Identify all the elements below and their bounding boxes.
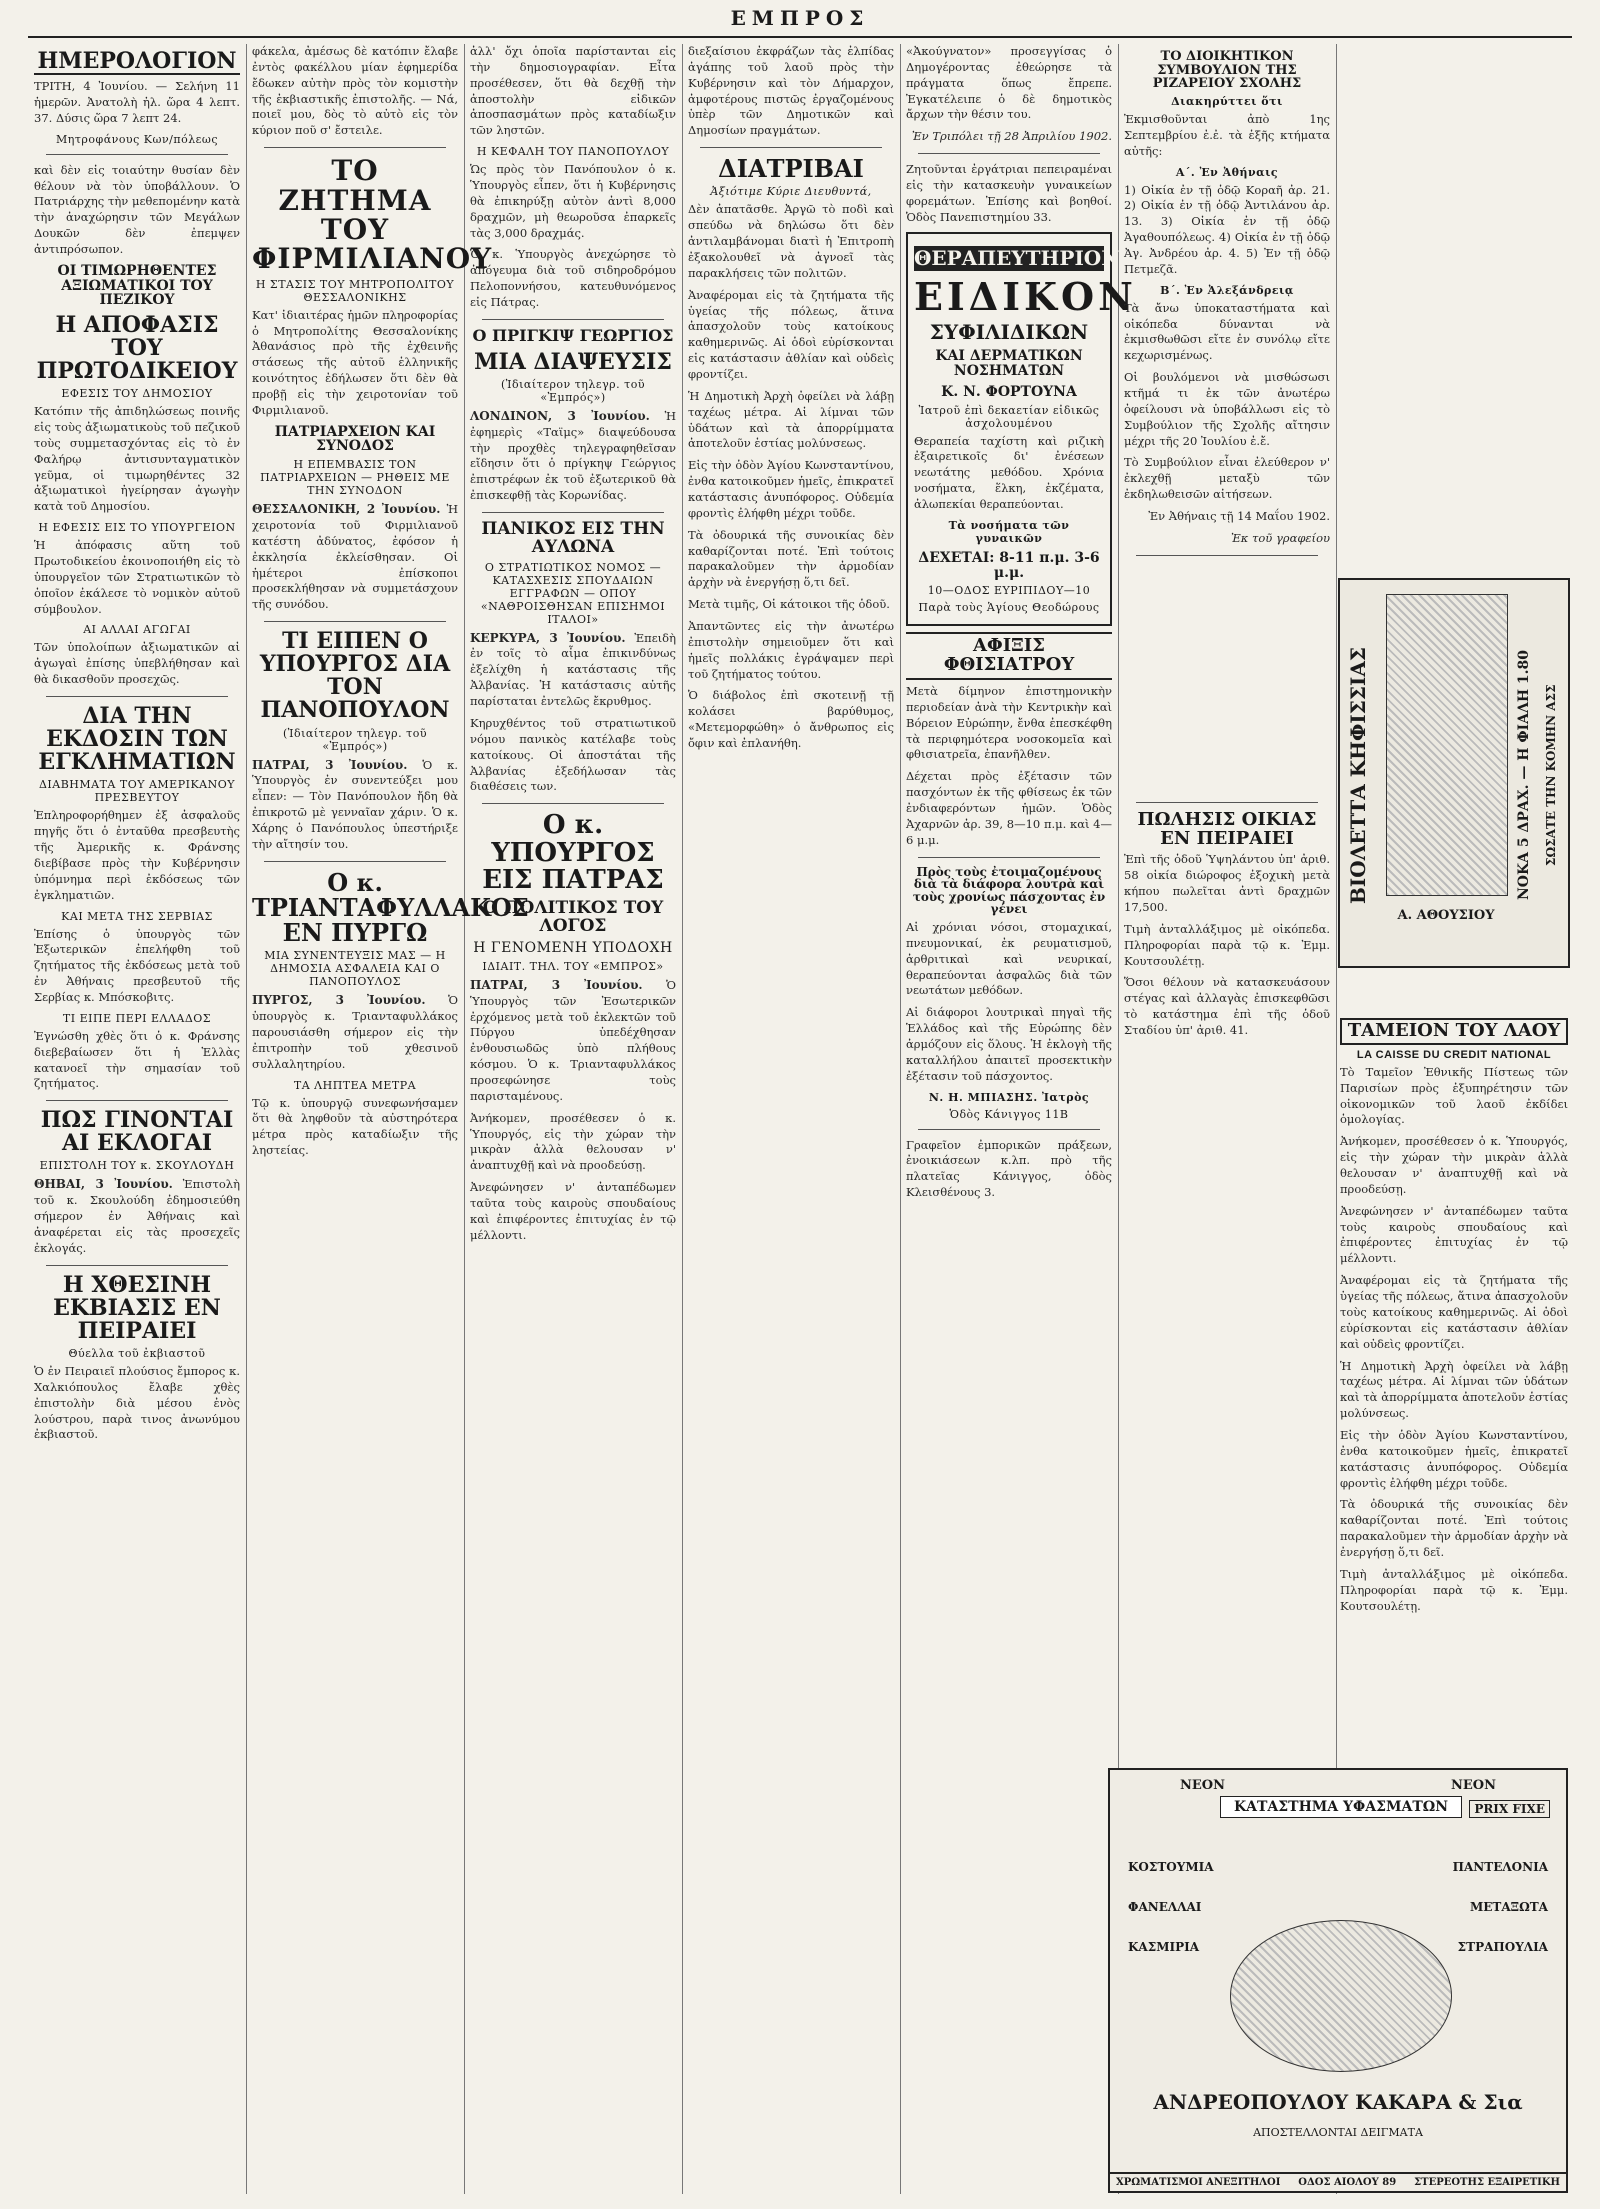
article-text: Κηρυχθέντος τοῦ στρατιωτικοῦ νόμου πανικὸς κατέλαβε τοὺς κατοίκους. Οἱ ἀποστάται τῆς Ἀλβανίας ἐξεδήλωσαν τὰς διαθέσεις των. — [470, 715, 676, 794]
clinic-title: ΕΙΔΙΚΟΝ — [914, 273, 1137, 319]
divider — [46, 696, 228, 697]
subheadline: Η ΕΦΕΣΙΣ ΕΙΣ ΤΟ ΥΠΟΥΡΓΕΙΟΝ — [38, 521, 236, 535]
subheadline: LA CAISSE DU CREDIT NATIONAL — [1356, 1048, 1552, 1061]
divider — [918, 857, 1100, 858]
article-text: Ὁ ἐν Πειραιεῖ πλούσιος ἔμπορος κ. Χαλκιόπουλος ἔλαβε χθὲς ἐπιστολὴν διὰ μέσου ἐνὸς λούστρου, παρὰ τινος ἀνωνύμου ἐκβιαστοῦ. — [34, 1364, 240, 1442]
article-text: Κατ' ἰδιαιτέρας ἡμῶν πληροφορίας ὁ Μητροπολίτης Θεσσαλονίκης Ἀθανάσιος πρὸ τῆς ἐχθεινῆς στάσεως τῆς αὐτοῦ ἑλληνικῆς κοινότητος ἐδήλωσεν ὅτι δὲν θὰ προβῇ εἰς τὴν χειροτονίαν τοῦ Φιρμιλιανοῦ. — [252, 307, 458, 417]
ad-price-vertical: ΝΟΚΑ 5 ΔΡΑΧ. — Η ΦΙΑΛΗ 1.80 — [1516, 649, 1532, 901]
article-text — [470, 408, 676, 504]
fabric-store-ad — [1108, 1768, 1568, 2193]
article-text — [470, 630, 676, 710]
article-text — [470, 977, 676, 1105]
headline: Πρὸς τοὺς ἐτοιμαζομένους διὰ τὰ διάφορα λουτρὰ καὶ τοὺς χρονίως πάσχοντας ἐν γένει — [912, 864, 1106, 917]
clinic-subtitle: Ἰατροῦ ἐπὶ δεκαετίαν εἰδικῶς ἀσχολουμένου — [918, 403, 1100, 430]
article-text: Ἡ Δημοτικὴ Ἀρχὴ ὀφείλει νὰ λάβῃ ταχέως μέτρα. Αἱ λίμναι τῶν ὑδάτων καὶ τὰ ἀπορρίμματα ἀποτελοῦν ἑστίας μολύνσεως. — [688, 388, 894, 451]
ad-item: ΠΑΝΤΕΛΟΝΙΑ — [1452, 1860, 1548, 1874]
ad-item: ΦΑΝΕΛΛΑΙ — [1128, 1900, 1202, 1914]
ad-item: ΚΑΣΜΙΡΙΑ — [1128, 1940, 1200, 1954]
column-2 — [246, 44, 529, 2194]
clinic-title: ΚΑΙ ΔΕΡΜΑΤΙΚΩΝ ΝΟΣΗΜΑΤΩΝ — [935, 348, 1083, 380]
classified-ad: Ζητοῦνται ἐργάτριαι πεπειραμέναι εἰς τὴν κατασκευὴν γυναικείων φορεμάτων. Ἐπίσης καὶ βοηθοί. Ὁδὸς Πανεπιστημίου 33. — [906, 162, 1112, 224]
article-text: Ἐγνώσθη χθὲς ὅτι ὁ κ. Φράνσης διεβεβαίωσεν ὅτι ἡ Ἑλλὰς κατανοεῖ τὴν σημασίαν τοῦ ζητήματος. — [34, 1028, 240, 1091]
doctor-address: Ὁδὸς Κάνιγγος 11Β — [949, 1107, 1069, 1121]
clinic-title: ΘΕΡΑΠΕΥΤΗΡΙΟΝ — [914, 245, 1120, 270]
classified-ad: Γραφεῖον ἐμπορικῶν πράξεων, ἐνοικιάσεων κ.λπ. πρὸ τῆς πλατεῖας Κάνιγγος, ὁδὸς Κλεισθένους 3. — [906, 1137, 1112, 1200]
headline: Ο κ. ΤΡΙΑΝΤΑΦΥΛΛΑΚΟΣ ΕΝ ΠΥΡΓΩ — [252, 867, 529, 948]
divider — [1136, 555, 1318, 556]
dateline: ΠΑΤΡΑΙ, 3 Ἰουνίου. — [470, 977, 643, 992]
dateline: ΘΕΣΣΑΛΟΝΙΚΗ, 2 Ἰουνίου. — [252, 502, 441, 517]
article-text: Ἡ ἀπόφασις αὕτη τοῦ Πρωτοδικείου ἐκοινοποιήθη εἰς τὸ ὑπουργεῖον τῶν Στρατιωτικῶν τὸ ὁποῖον ἐκάλεσε τὸ νομικὸν αὐτοῦ σύμβουλον. — [34, 538, 240, 616]
article-text: 1) Οἰκία ἐν τῇ ὁδῷ Κοραῆ ἀρ. 21. 2) Οἰκία ἐν τῇ ὁδῷ Ἀντιλάνου ἀρ. 13. 3) Οἰκία ἐν τῇ ὁδῷ Ἀγαθουπόλεως. 4) Οἰκία ἐν τῇ ὁδῷ Ἀγ. Ἀνδρέου ἀρ. 4. 5) Ἐν τῇ ὁδῷ Πετμεζᾶ. — [1124, 182, 1330, 276]
ad-item: ΜΕΤΑΞΩΤΑ — [1469, 1900, 1548, 1914]
spacer — [1124, 564, 1330, 794]
article-body: Ὁ κ. Ὑπουργὸς ἐν συνεντεύξει μου εἶπεν: — Τὸν Πανόπουλον ἤδη θὰ ἐπικροτῶ μὲ γενναῖαν χάριν. Ὁ κ. Χάρης ὁ Πανόπουλος ὑπεστήριξε τὴν αἴτησίν του. — [252, 757, 458, 851]
article-text: «Ἀκούγνατον» προσεγγίσας ὁ Δημογέροντας ἐθεώρησε τὰ πράγματα ὅπως ἔπρεπε. Ἐγκατέλειπε ὁ δὲ δημοτικὸς ἄρχων τὴν θέσιν του. — [906, 44, 1112, 122]
article-body: Ἐπιστολὴ τοῦ κ. Σκουλούδη ἐδημοσιεύθη σήμερον ἐν Ἀθήναις καὶ ἀναφέρεται εἰς τὰς προσεχεῖς ἐκλογάς. — [34, 1177, 240, 1255]
article-body: Ὁ Ὑπουργὸς τῶν Ἐσωτερικῶν ἐρχόμενος μετὰ τοῦ ἐκλεκτῶν τοῦ Πύργου ὑπεδέχθησαν ἐνθουσιωδῶς ὑπὸ πλήθους κόσμου. Ὁ κ. Τριανταφυλλάκος προσεφώνησε τοὺς παρισταμένους. — [470, 977, 676, 1103]
subheadline: Η ΓΕΝΟΜΕΝΗ ΥΠΟΔΟΧΗ — [473, 939, 673, 956]
divider — [482, 803, 664, 804]
ad-owner: ΑΝΔΡΕΟΠΟΥΛΟΥ ΚΑΚΑΡΑ & Σια — [1153, 2090, 1523, 2114]
dateline: ΘΗΒΑΙ, 3 Ἰουνίου. — [34, 1177, 173, 1192]
divider — [700, 147, 882, 148]
headline: ΤΑΜΕΙΟΝ ΤΟΥ ΛΑΟΥ — [1340, 1018, 1568, 1045]
article-text: Ἀπαντῶντες εἰς τὴν ἀνωτέρω ἐπιστολὴν σημειοῦμεν ὅτι καὶ ἡμεῖς πολλάκις ἐγράψαμεν περὶ τοῦ ζητήματος τούτου. — [688, 618, 894, 681]
subheadline: Ο ΣΤΡΑΤΙΩΤΙΚΟΣ ΝΟΜΟΣ — ΚΑΤΑΣΧΕΣΙΣ ΣΠΟΥΔΑΙΩΝ ΕΓΓΡΑΦΩΝ — ΟΠΟΥ «ΝΑΘΡΟΙΣΘΗΣΑΝ ΕΠΙΣΗΜΟΙ ΙΤΑΛΟΙ» — [480, 560, 666, 626]
article-text: Δὲν ἀπατᾶσθε. Ἀργῶ τὸ ποδὶ καὶ σπεύδω νὰ δηλώσω ὅτι δὲν ἀντιλαμβάνομαι διατὶ ἡ Ἐπιτροπὴ ἐξακολουθεῖ νὰ ἀγνοεῖ τὰς παρακλήσεις τῶν πολιτῶν. — [688, 202, 894, 280]
article-text: Αἱ χρόνιαι νόσοι, στομαχικαί, πνευμονικαί, ἐκ ρευματισμοῦ, ἀρθριτικαὶ καὶ νευρικαί, θεραπεύονται ἀσφαλῶς διὰ τῶν νεωτάτων μεθόδων. — [906, 919, 1112, 998]
ad-slogan-vertical: ΣΩΣΑΤΕ ΤΗΝ ΚΟΜΗΝ ΑΣΣ — [1544, 684, 1558, 866]
dateline: ΠΥΡΓΟΣ, 3 Ἰουνίου. — [252, 993, 426, 1008]
article-body: Ὁ ὑπουργὸς κ. Τριανταφυλλάκος παρουσιάσθη σήμερον εἰς τὴν ἐπιτροπὴν τοῦ χθεσινοῦ συλλαλητηρίου. — [252, 993, 458, 1071]
article-text: Ὁ διάβολος ἐπὶ σκοτεινῇ τῇ κολάσει βαρύθυμος, «Μετεμορφώθη» ὁ ἄνθρωπος εἰς ὄφιν καὶ ἐπλανήθη. — [688, 688, 894, 750]
ad-sub-note: ΑΠΟΣΤΕΛΛΟΝΤΑΙ ΔΕΙΓΜΑΤΑ — [1253, 2126, 1423, 2139]
salutation: Ἀξιότιμε Κύριε Διευθυντά, — [710, 185, 872, 199]
dateline: ΚΕΡΚΥΡΑ, 3 Ἰουνίου. — [470, 630, 626, 645]
ad-illustration — [1386, 594, 1508, 896]
subheadline: ΕΦΕΣΙΣ ΤΟΥ ΔΗΜΟΣΙΟΥ — [61, 387, 213, 401]
article-text: Τὸ Ταμεῖον Ἐθνικῆς Πίστεως τῶν Παρισίων πρὸς ἐξυπηρέτησιν τῶν οἰκονομικῶν τοῦ λαοῦ ἐκδίδει ὁμολογίας. — [1340, 1064, 1568, 1127]
article-text: Ἐπίσης ὁ ὑπουργὸς τῶν Ἐξωτερικῶν ἐπελήφθη τοῦ ζητήματος τῆς ἐκδόσεως μετὰ τοῦ ἐν Ἀθήναις πρεσβευτοῦ τῆς Σερβίας κ. Μπόσκοβιτς. — [34, 926, 240, 1004]
calendar-saint: Μητροφάνους Κων/πόλεως — [55, 132, 219, 146]
article-text: Τῷ κ. ὑπουργῷ συνεφωνήσαμεν ὅτι θὰ ληφθοῦν τὰ αὐστηρότερα μέτρα πρὸς καταδίωξιν τῆς ληστείας. — [252, 1095, 458, 1158]
subheadline: Διακηρύττει ὅτι — [1171, 94, 1283, 108]
subheadline: ΔΙΑΒΗΜΑΤΑ ΤΟΥ ΑΜΕΡΙΚΑΝΟΥ ΠΡΕΣΒΕΥΤΟΥ — [38, 778, 236, 805]
ad-neon-label: ΝΕΟΝ — [1451, 1778, 1496, 1793]
clinic-text: Θεραπεία ταχίστη καὶ ριζικὴ ἐξαιρετικοῖς δι' ἐνέσεων νεωτάτης μεθόδου. Χρόνια νοσήματα, ἕλκη, ἐκζέματα, ἀλωπεκίαι θεραπεύονται. — [914, 433, 1104, 511]
article-text: Ἀνεφώνησεν ν' ἀνταπέδωμεν ταῦτα τοὺς καιροὺς σπουδαίους καὶ ἐπιφέροντες ἐπιτυχίας ἐν τῷ μέλλοντι. — [470, 1180, 676, 1242]
ad-maker: Α. ΑΘΟΥΣΙΟΥ — [1397, 908, 1495, 923]
subheadline: ΑΙ ΑΛΛΑΙ ΑΓΩΓΑΙ — [83, 623, 191, 637]
article-text: Ἀνεφώνησεν ν' ἀνταπέδωμεν ταῦτα τοὺς καιροὺς σπουδαίους καὶ ἐπιφέροντες ἐπιτυχίας ἐν τῷ μέλλοντι. — [1340, 1203, 1568, 1266]
column-4 — [682, 44, 900, 2194]
clinic-address: 10—ΟΔΟΣ ΕΥΡΙΠΙΔΟΥ—10 — [927, 584, 1091, 598]
headline: Η ΧΘΕΣΙΝΗ ΕΚΒΙΑΣΙΣ ΕΝ ΠΕΙΡΑΙΕΙ — [53, 1271, 221, 1344]
ad-prix-fixe: PRIX FIXE — [1469, 1800, 1550, 1818]
article-text: Τιμὴ ἀνταλλάξιμος μὲ οἰκόπεδα. Πληροφορίαι παρὰ τῷ κ. Ἐμμ. Κουτσουλέτῃ. — [1340, 1566, 1568, 1613]
headline: ΤΟ ΖΗΤΗΜΑ ΤΟΥ ΦΙΡΜΙΛΙΑΝΟΥ — [252, 154, 493, 276]
article-text: Ὅσοι θέλουν νὰ κατασκευάσουν στέγας καὶ ἀλλαγὰς ἐπισκεφθῶσι τὸ κατάστημα ἐπὶ τῆς ὁδοῦ Σταδίου ὑπ' ἀριθ. 41. — [1124, 975, 1330, 1038]
article-text: Ἐπληροφορήθημεν ἐξ ἀσφαλοῦς πηγῆς ὅτι ὁ ἐνταῦθα πρεσβευτὴς τῆς Ἀμερικῆς κ. Φράνσης διεβίβασε πρὸς τὴν Κυβέρνησιν ὑπόμνημα περὶ ἐκδόσεως τῶν ἐγκληματιῶν. — [34, 808, 240, 902]
subheadline: Η ΣΤΑΣΙΣ ΤΟΥ ΜΗΤΡΟΠΟΛΙΤΟΥ ΘΕΣΣΑΛΟΝΙΚΗΣ — [255, 277, 455, 304]
subheadline: Α΄. Ἐν Ἀθήναις — [1175, 165, 1279, 179]
subheadline: (Ἰδιαίτερον τηλεγρ. τοῦ «Ἐμπρός») — [282, 726, 428, 753]
article-text: Ἀναφέρομαι εἰς τὰ ζητήματα τῆς ὑγείας τῆς πόλεως, ἅτινα ἀπασχολοῦν τοὺς κατοίκους καθημερινῶς. Αἱ ὁδοὶ εὑρίσκονται εἰς κατάστασιν ἀθλίαν καὶ οὐδεὶς φροντίζει. — [688, 287, 894, 381]
signature: Ἐκ τοῦ γραφείου — [1231, 530, 1330, 545]
clinic-note: Τὰ νοσήματα τῶν γυναικῶν — [948, 518, 1070, 545]
ad-item: ΚΟΣΤΟΥΜΙΑ — [1128, 1860, 1214, 1874]
subheadline: ΕΠΙΣΤΟΛΗ ΤΟΥ κ. ΣΚΟΥΛΟΥΔΗ — [39, 1159, 235, 1173]
article-text: φάκελα, ἀμέσως δὲ κατόπιν ἔλαβε ἐντὸς φακέλλου μίαν ἐφημερίδα ἔδωκεν αὐτὴν πρὸς τὸν κομιστὴν τῆς ἐκβιαστικῆς ἐπιστολῆς. — Νά, ποιεῖ μου, δὸς τὸ αὐτὸ εἰς τὸν κύριον ποῦ σ' ἔστειλε. — [252, 44, 458, 138]
calendar-text: ΤΡΙΤΗ, 4 Ἰουνίου. — Σελήνη 11 ἡμερῶν. Ἀνατολὴ ἡλ. ὥρα 4 λεπτ. 37. Δύσις ὥρα 7 λεπτ 24. — [34, 79, 240, 125]
doctor-name: Ν. Η. ΜΠΙΑΣΗΣ. Ἰατρὸς — [928, 1090, 1090, 1104]
date-note: Ἐν Ἀθήναις τῇ 14 Μαΐου 1902. — [1148, 508, 1330, 523]
headline: ΠΩΛΗΣΙΣ ΟΙΚΙΑΣ ΕΝ ΠΕΙΡΑΙΕΙ — [1137, 808, 1317, 849]
column-5 — [900, 44, 1137, 2194]
article-text — [252, 992, 458, 1072]
ad-lion-illustration — [1230, 1920, 1452, 2072]
headline: Η ΑΠΟΦΑΣΙΣ ΤΟΥ ΠΡΩΤΟΔΙΚΕΙΟΥ — [36, 311, 238, 385]
subheadline: Θύελλα τοῦ ἐκβιαστοῦ — [68, 1347, 206, 1360]
divider — [46, 154, 228, 155]
ad-footer — [1110, 2172, 1566, 2191]
article-text: Τὸ Συμβούλιον εἶναι ἐλεύθερον ν' ἐκλεχθῇ μεταξὺ τῶν ἐκδηλωθεισῶν αἰτήσεων. — [1124, 455, 1330, 502]
headline: ΟΙ ΤΙΜΩΡΗΘΕΝΤΕΣ ΑΞΙΩΜΑΤΙΚΟΙ ΤΟΥ ΠΕΖΙΚΟΥ — [57, 262, 217, 309]
subheadline: (Ἰδιαίτερον τηλεγρ. τοῦ «Ἐμπρός») — [500, 377, 646, 404]
divider — [918, 1129, 1100, 1130]
divider — [1136, 802, 1318, 803]
article-text: Ἀναφέρομαι εἰς τὰ ζητήματα τῆς ὑγείας τῆς πόλεως, ἅτινα ἀπασχολοῦν τοὺς κατοίκους καθημερινῶς. Αἱ ὁδοὶ εὑρίσκονται εἰς κατάστασιν ἀθλίαν καὶ οὐδεὶς φροντίζει. — [1340, 1273, 1568, 1351]
article-text: Τὰ ὀδουρικά τῆς συνοικίας δὲν καθαρίζονται ποτέ. Ἐπὶ τούτοις παρακαλοῦμεν τὴν ἀρμοδίαν ἀρχὴν νὰ ἐνεργήσῃ ὅ,τι δεῖ. — [688, 527, 894, 590]
article-text: Ἐκμισθοῦνται ἀπὸ 1ης Σεπτεμβρίου ἐ.ἐ. τὰ ἑξῆς κτήματα αὐτῆς: — [1124, 111, 1330, 158]
headline: ΠΩΣ ΓΙΝΟΝΤΑΙ ΑΙ ΕΚΛΟΓΑΙ — [40, 1107, 234, 1157]
article-text: Οἱ βουλόμενοι νὰ μισθώσωσι κτῆμά τι ἐκ τῶν ἀνωτέρω ὀφείλουσι νὰ ὑποβάλλωσι εἰς τὸ Συμβούλιον τῆς Σχολῆς αἴτησιν μέχρι τῆς 20 Ἰουλίου ἐ.ἔ. — [1124, 370, 1330, 448]
article-text: Τὰ ἄνω ὑποκαταστήματα καὶ οἰκόπεδα δύνανται νὰ ἐκμισθωθῶσι εἴτε ἐν συνόλῳ εἴτε κεχωρισμένως. — [1124, 300, 1330, 363]
subheadline: ΚΑΙ ΜΕΤΑ ΤΗΣ ΣΕΡΒΙΑΣ — [61, 909, 213, 923]
headline: ΔΙΑ ΤΗΝ ΕΚΔΟΣΙΝ ΤΩΝ ΕΓΚΛΗΜΑΤΙΩΝ — [38, 703, 236, 776]
article-text: καὶ δὲν εἰς τοιαύτην θυσίαν δὲν θέλουν νὰ τὸν ὑποβάλλουν. Ὁ Πατριάρχης τὴν μεθεπομένην κατὰ τὴν ἀναχώρησιν τῶν Μεγάλων Δουκῶν δὲν ἐπεμψεν ἀντιπρόσωπον. — [34, 162, 240, 256]
ad-brand-vertical: ΒΙΟΛΕΤΤΑ ΚΗΦΙΣΣΙΑΣ — [1346, 646, 1370, 904]
subheadline: Β΄. Ἐν Ἀλεξάνδρειᾳ — [1160, 283, 1294, 297]
article-text: Τὰ ὀδουρικά τῆς συνοικίας δὲν καθαρίζονται ποτέ. Ἐπὶ τούτοις παρακαλοῦμεν τὴν ἀρμοδίαν ἀρχὴν νὰ ἐνεργήσῃ ὅ,τι δεῖ. — [1340, 1497, 1568, 1559]
ad-shop-banner: ΚΑΤΑΣΤΗΜΑ ΥΦΑΣΜΑΤΩΝ — [1220, 1796, 1462, 1818]
article-text: Ὁ κ. Ὑπουργὸς ἀνεχώρησε τὸ ἀπόγευμα διὰ τοῦ σιδηροδρόμου Πελοποννήσου, κατευθυνόμενος εἰς Πάτρας. — [470, 247, 676, 310]
subheadline: Η ΚΕΦΑΛΗ ΤΟΥ ΠΑΝΟΠΟΥΛΟΥ — [476, 145, 670, 159]
clinic-location: Παρὰ τοὺς Ἁγίους Θεοδώρους — [918, 601, 1100, 615]
divider — [264, 147, 446, 148]
subheadline: ΤΙ ΕΙΠΕ ΠΕΡΙ ΕΛΛΑΔΟΣ — [62, 1011, 212, 1025]
article-text — [252, 757, 458, 853]
divider — [46, 1100, 228, 1101]
headline: ΑΦΙΞΙΣ ΦΘΙΣΙΑΤΡΟΥ — [906, 632, 1112, 680]
masthead: ΕΜΠΡΟΣ — [730, 6, 870, 30]
tameion-ad — [1340, 1012, 1568, 1620]
column-1 — [28, 44, 246, 2194]
ad-neon-label: ΝΕΟΝ — [1180, 1778, 1225, 1793]
headline: ΤΟ ΔΙΟΙΚΗΤΙΚΟΝ ΣΥΜΒΟΥΛΙΟΝ ΤΗΣ ΡΙΖΑΡΕΙΟΥ ΣΧΟΛΗΣ — [1152, 49, 1302, 92]
subheadline: ΙΔΙΑΙΤ. ΤΗΛ. ΤΟΥ «ΕΜΠΡΟΣ» — [482, 959, 664, 973]
divider — [46, 1265, 228, 1266]
article-text: Μετὰ τιμῆς, Οἱ κάτοικοι τῆς ὁδοῦ. — [688, 597, 890, 612]
divider — [482, 319, 664, 320]
dateline: ΠΑΤΡΑΙ, 3 Ἰουνίου. — [252, 757, 408, 772]
article-text: Αἱ διάφοροι λουτρικαὶ πηγαὶ τῆς Ἑλλάδος καὶ τῆς Εὐρώπης δὲν ἀρμόζουν εἰς ὅλους. Ἡ ἐκλογὴ τῆς καταλλήλου ἀπαιτεῖ προσεκτικὴν ἐξέτασιν τοῦ πάσχοντος. — [906, 1005, 1112, 1083]
headline: ΠΑΝΙΚΟΣ ΕΙΣ ΤΗΝ ΑΥΛΩΝΑ — [481, 518, 665, 557]
clinic-title: ΣΥΦΙΛΙΔΙΚΩΝ — [929, 320, 1089, 345]
ad-item: ΣΤΡΑΠΟΥΛΙΑ — [1457, 1940, 1548, 1954]
article-text: Εἰς τὴν ὁδὸν Ἀγίου Κωνσταντίνου, ἐνθα κατοικοῦμεν ἡμεῖς, ἐπικρατεῖ κατάστασις ἀνυπόφορος. Οὐδεμία φροντὶς ἐλήφθη μέχρι τοῦδε. — [688, 458, 894, 520]
ad-left-note: ΧΡΩΜΑΤΙΣΜΟΙ ΑΝΕΞΙΤΗΛΟΙ — [1116, 2177, 1281, 2188]
ad-right-note: ΣΤΕΡΕΟΤΗΣ ΕΞΑΙΡΕΤΙΚΗ — [1414, 2177, 1560, 2188]
article-text: Κατόπιν τῆς ἀπιδηλώσεως ποινῆς εἰς τοὺς ἀξιωματικοὺς τοῦ πεζικοῦ τοὺς συμμετασχόντας εἰς τὸ ἐν Φαλήρῳ ἀντισυνταγματικὸν γεῦμα, οἱ τιμωρηθέντες 32 ἀξιωματικοὶ ἠγείρησαν ἀγωγὴν κατὰ τοῦ Δημοσίου. — [34, 404, 240, 514]
masthead-rule — [28, 36, 1572, 38]
article-body: Ἐπειδὴ ἐν τοῖς τὸ αἷμα ἐπικινδύνως ἐξελίχθη ἡ κατάστασις τῆς Ἀλβανίας. Ἡ κατάστασις αὐτῆς παρίσταται ἐντελῶς ἔκρυθμος. — [470, 630, 676, 709]
headline: Ο κ. ΥΠΟΥΡΓΟΣ ΕΙΣ ΠΑΤΡΑΣ — [482, 810, 664, 895]
article-body: Ἡ ἐφημερὶς «Ταϊμς» διαψεύδουσα τὴν προχθὲς τηλεγραφηθεῖσαν εἴδησιν ὅτι ὁ πρίγκηψ Γεώργιος ἐπιστρέφων ἐκ τοῦ ἐξωτερικοῦ θὰ ἐπισκεφθῇ τὰς Κορωνίδας. — [470, 408, 676, 503]
subheadline: ΤΑ ΛΗΠΤΕΑ ΜΕΤΡΑ — [293, 1078, 417, 1092]
clinic-ad — [906, 232, 1137, 627]
article-text: ἀλλ' ὄχι ὁποῖα παρίστανται εἰς τὴν δημοσιογραφίαν. Εἶτα προσέθεσεν, ὅτι θὰ δεχθῇ τὴν ἀποστολὴν εἰδικῶν ἀποσπασμάτων πρὸς καταδίωξιν τῶν ληστῶν. — [470, 44, 676, 138]
divider — [264, 861, 446, 862]
headline: Ο ΠΟΛΙΤΙΚΟΣ ΤΟΥ ΛΟΓΟΣ — [482, 898, 664, 936]
subheadline: ΜΙΑ ΣΥΝΕΝΤΕΥΞΙΣ ΜΑΣ — Η ΔΗΜΟΣΙΑ ΑΣΦΑΛΕΙΑ ΚΑΙ Ο ΠΑΝΟΠΟΥΛΟΣ — [264, 949, 446, 989]
article-text: Δέχεται πρὸς ἐξέτασιν τῶν πασχόντων ἐκ τῆς φθίσεως ἐκ τῶν ἐνδιαφερόντων ἡμῶν. Ὁδὸς Ἀχαρνῶν ἀρ. 39, 8—10 π.μ. καὶ 4—6 μ.μ. — [906, 769, 1112, 847]
article-text: Ἐπὶ τῆς ὁδοῦ Ὑψηλάντου ὑπ' ἀριθ. 58 οἰκία διώροφος ἐξοχικὴ μετὰ κήπου πωλεῖται ἀντὶ δραχμῶν 17,500. — [1124, 852, 1330, 915]
article-text: Ἀνήκομεν, προσέθεσεν ὁ κ. Ὑπουργός, εἰς τὴν χώραν τὴν μικρὰν ἀλλὰ θελουσαν ν' ἀναπτυχθῇ καὶ νὰ προοδεύσῃ. — [470, 1110, 676, 1173]
article-text: Τιμὴ ἀνταλλάξιμος μὲ οἰκόπεδα. Πληροφορίαι παρὰ τῷ κ. Ἐμμ. Κουτσουλέτῃ. — [1124, 921, 1330, 968]
divider — [482, 512, 664, 513]
article-text: Ἀνήκομεν, προσέθεσεν ὁ κ. Ὑπουργός, εἰς τὴν χώραν τὴν μικρὰν ἀλλὰ θελουσαν ν' ἀναπτυχθῇ καὶ νὰ προοδεύσῃ. — [1340, 1134, 1568, 1196]
headline: ΤΙ ΕΙΠΕΝ Ο ΥΠΟΥΡΓΟΣ ΔΙΑ ΤΟΝ ΠΑΝΟΠΟΥΛΟΝ — [259, 628, 451, 724]
headline: ΔΙΑΤΡΙΒΑΙ — [718, 154, 864, 184]
article-text: διεξαίσιου ἐκφράζων τὰς ἐλπίδας ἀγάπης τοῦ λαοῦ πρὸς τὴν Κυβέρνησιν καὶ τὸν Δήμαρχον, ἀμφοτέρους πιστῶς ἐργαζομένους ὑπὲρ τῶν Δημοτικῶν καὶ Δημοσίων πραγμάτων. — [688, 44, 894, 138]
clinic-hours: ΔΕΧΕΤΑΙ: 8-11 π.μ. 3-6 μ.μ. — [918, 549, 1100, 581]
calendar-title: ΗΜΕΡΟΛΟΓΙΟΝ — [34, 50, 240, 75]
article-text: Ἡ Δημοτικὴ Ἀρχὴ ὀφείλει νὰ λάβῃ ταχέως μέτρα. Αἱ λίμναι τῶν ὑδάτων καὶ τὰ ἀπορρίμματα ἀποτελοῦν ἑστίας μολύνσεως. — [1340, 1358, 1568, 1421]
article-text: Μετὰ δίμηνον ἐπιστημονικὴν περιοδείαν ἀνὰ τὴν Κεντρικὴν καὶ Βόρειον Εὐρώπην, ἔνθα ἐπεσκέφθη τὰ περιφημότερα νοσοκομεῖα καὶ φθισιατρεῖα, ἐπανῆλθεν. — [906, 684, 1112, 762]
dateline: ΛΟΝΔΙΝΟΝ, 3 Ἰουνίου. — [470, 408, 650, 423]
article-text: Ὡς πρὸς τὸν Πανόπουλον ὁ κ. Ὑπουργὸς εἶπεν, ὅτι ἡ Κυβέρνησις θὰ ἐπικηρύξῃ αὐτὸν ἀντὶ 8,000 δραχμῶν, μὴ θεωροῦσα ἐπαρκεῖς τὰς 3,000 δραχμάς. — [470, 162, 676, 240]
violet-hair-tonic-ad — [1338, 578, 1570, 968]
article-text: Εἰς τὴν ὁδὸν Ἀγίου Κωνσταντίνου, ἐνθα κατοικοῦμεν ἡμεῖς, ἐπικρατεῖ κατάστασις ἀνυπόφορος. Οὐδεμία φροντὶς ἐλήφθη μέχρι τοῦδε. — [1340, 1427, 1568, 1490]
subheadline: Η ΕΠΕΜΒΑΣΙΣ ΤΟΝ ΠΑΤΡΙΑΡΧΕΙΩΝ — ΡΗΘΕΙΣ ΜΕ ΤΗΝ ΣΥΝΟΔΟΝ — [260, 458, 450, 498]
article-text — [252, 501, 458, 613]
article-text: Τῶν ὑπολοίπων ἀξιωματικῶν αἱ ἀγωγαὶ ἐπίσης ὑπεβλήθησαν καὶ θὰ δικασθοῦν προσεχῶς. — [34, 640, 240, 687]
article-body: Ἡ χειροτονία τοῦ Φιρμιλιανοῦ κατέστη ἀδύνατος, ἐφόσον ἡ ἐκκλησία ἐκλείσθησαν. Οἱ ἡμέτεροι ἐπίσκοποι προσεκλήθησαν νὰ συμμετάσχουν τῆς συνόδου. — [252, 502, 458, 612]
column-3 — [464, 44, 682, 2194]
date-note: Ἐν Τριπόλει τῇ 28 Ἀπριλίου 1902. — [911, 129, 1112, 144]
headline: ΠΑΤΡΙΑΡΧΕΙΟΝ ΚΑΙ ΣΥΝΟΔΟΣ — [274, 423, 436, 455]
headline: ΜΙΑ ΔΙΑΨΕΥΣΙΣ — [474, 348, 672, 375]
ad-address: ΟΔΟΣ ΑΙΟΛΟΥ 89 — [1298, 2177, 1397, 2188]
divider — [918, 153, 1100, 154]
clinic-doctor: Κ. Ν. ΦΟΡΤΟΥΝΑ — [941, 383, 1077, 400]
headline: Ο ΠΡΙΓΚΙΨ ΓΕΩΡΓΙΟΣ — [472, 325, 674, 345]
divider — [264, 621, 446, 622]
article-text — [34, 1176, 240, 1256]
